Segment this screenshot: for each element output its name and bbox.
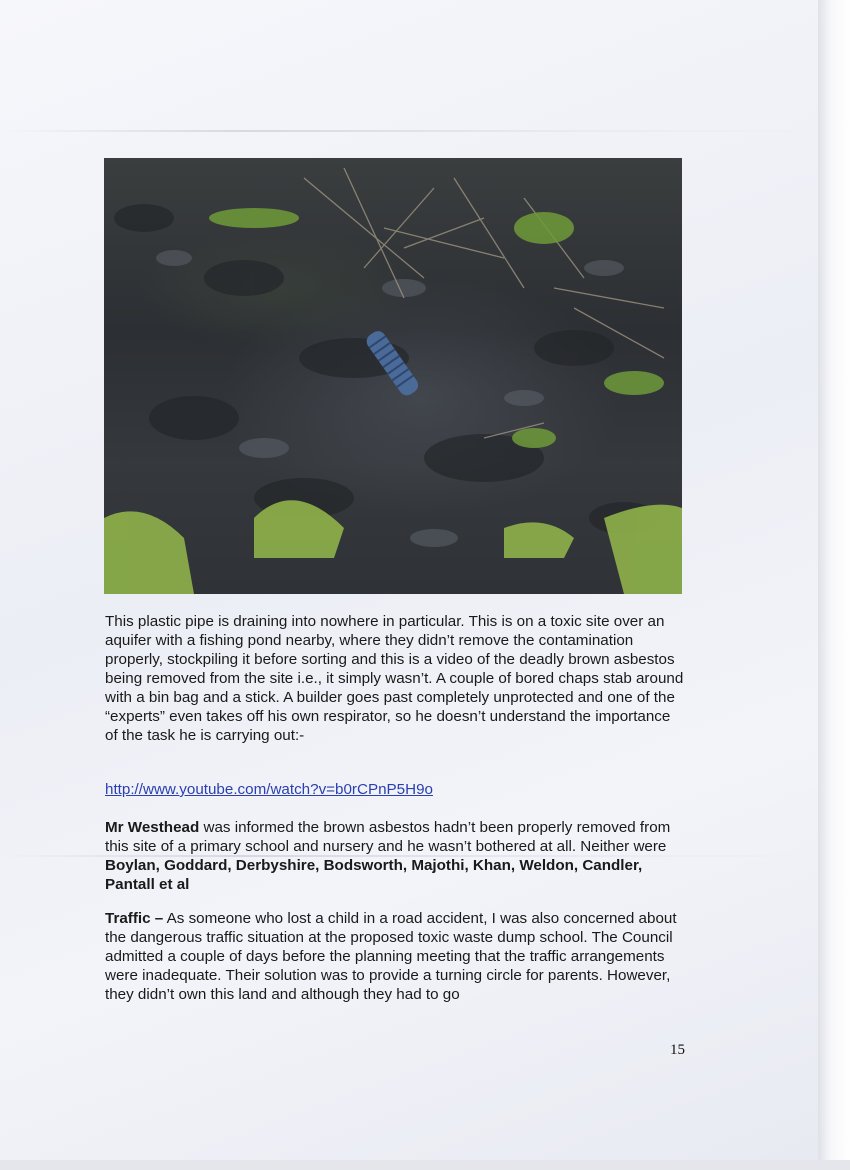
traffic-heading: Traffic – [105,910,164,927]
westhead-paragraph [105,818,685,894]
councillor-names: Boylan, Goddard, Derbyshire, Bodsworth, Majothi, Khan, Weldon, Candler, Pantall et al [105,857,643,893]
page-edge [818,0,850,1170]
page-number: 15 [670,1042,685,1058]
page-bottom-edge [0,1160,850,1170]
traffic-text: As someone who lost a child in a road accident, I was also concerned about the dangerous traffic situation at the proposed toxic waste dump school. The Council admitted a couple of days before the planning meeting that the traffic arrangements were inadequate. Their solution was to provide a turning circle for parents. However, they didn’t own this land and although they had to go [105,910,677,1003]
traffic-paragraph [105,909,685,1004]
westhead-name: Mr Westhead [105,819,200,836]
westhead-text: was informed the brown asbestos hadn’t been properly removed from this site of a primary school and nursery and he wasn’t bothered at all. Neither were [105,819,671,855]
photo-caption: This plastic pipe is draining into nowhere in particular. This is on a toxic site over an aquifer with a fishing pond nearby, where they didn’t remove the contamination properly, stockpiling it before sorting and this is a video of the deadly brown asbestos being removed from the site i.e., it simply wasn’t. A couple of bored chaps stab around with a bin bag and a stick. A builder goes past completely unprotected and one of the “experts” even takes off his own respirator, so he doesn’t understand the importance of the task he is carrying out:- [105,613,684,744]
soil-pipe-photo [104,158,682,594]
paper-fold-line [0,130,818,132]
video-link-paragraph [105,780,685,799]
youtube-video-link[interactable]: http://www.youtube.com/watch?v=b0rCPnP5H9o [105,781,433,798]
